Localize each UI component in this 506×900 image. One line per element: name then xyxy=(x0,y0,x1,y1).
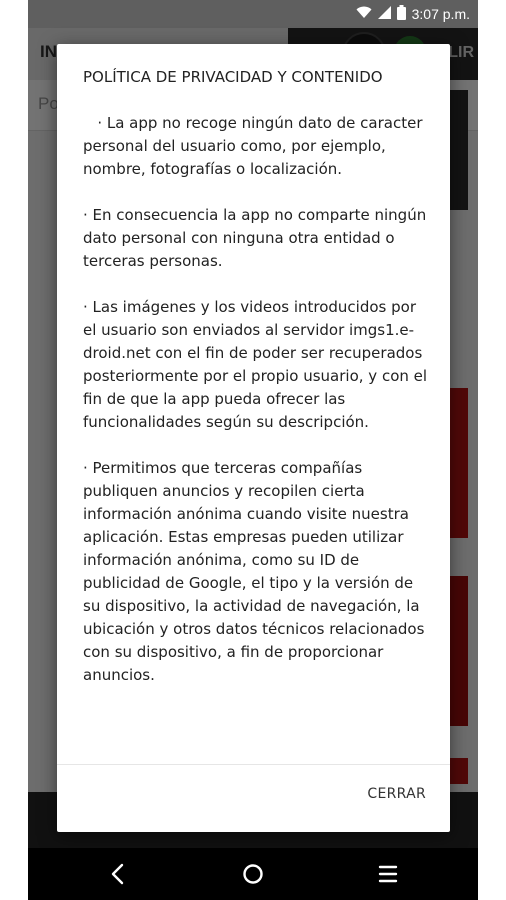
dialog-content xyxy=(83,66,428,710)
navigation-bar xyxy=(28,848,478,900)
wifi-icon xyxy=(356,6,372,23)
recents-button[interactable] xyxy=(358,848,418,900)
dialog-paragraph: · En consecuencia la app no comparte ningún dato personal con ninguna otra entidad o terceras personas. xyxy=(83,206,427,270)
battery-icon xyxy=(397,5,406,24)
dialog-paragraph: · Las imágenes y los videos introducidos por el usuario son enviados al servidor imgs1.e-droid.net con el fin de poder ser recuperados posteriormente por el propio usuario, y con el fin de que la app pueda ofrecer las funcionalidades según su descripción. xyxy=(83,298,428,431)
phone-screen xyxy=(28,0,478,900)
recents-icon xyxy=(376,862,400,886)
back-icon xyxy=(106,862,130,886)
home-icon xyxy=(241,862,265,886)
status-bar xyxy=(28,0,478,28)
dialog-divider xyxy=(57,764,450,765)
signal-icon xyxy=(378,6,391,23)
status-time: 3:07 p.m. xyxy=(411,6,470,22)
close-button[interactable]: CERRAR xyxy=(367,786,426,802)
back-button[interactable] xyxy=(88,848,148,900)
privacy-dialog xyxy=(57,44,450,832)
dialog-title: POLÍTICA DE PRIVACIDAD Y CONTENIDO xyxy=(83,68,383,86)
home-button[interactable] xyxy=(223,848,283,900)
dialog-paragraph: · Permitimos que terceras compañías publiquen anuncios y recopilen cierta información anónima cuando visite nuestra aplicación. Estas empresas pueden utilizar información anónima, como su ID de publicidad de Google, el tipo y la versión de su dispositivo, la actividad de navegación, la ubicación y otros datos técnicos relacionados con su dispositivo, a fin de proporcionar anuncios. xyxy=(83,459,425,684)
dialog-paragraph: · La app no recoge ningún dato de caracter personal del usuario como, por ejemplo, nombre, fotografías o localización. xyxy=(83,114,428,178)
